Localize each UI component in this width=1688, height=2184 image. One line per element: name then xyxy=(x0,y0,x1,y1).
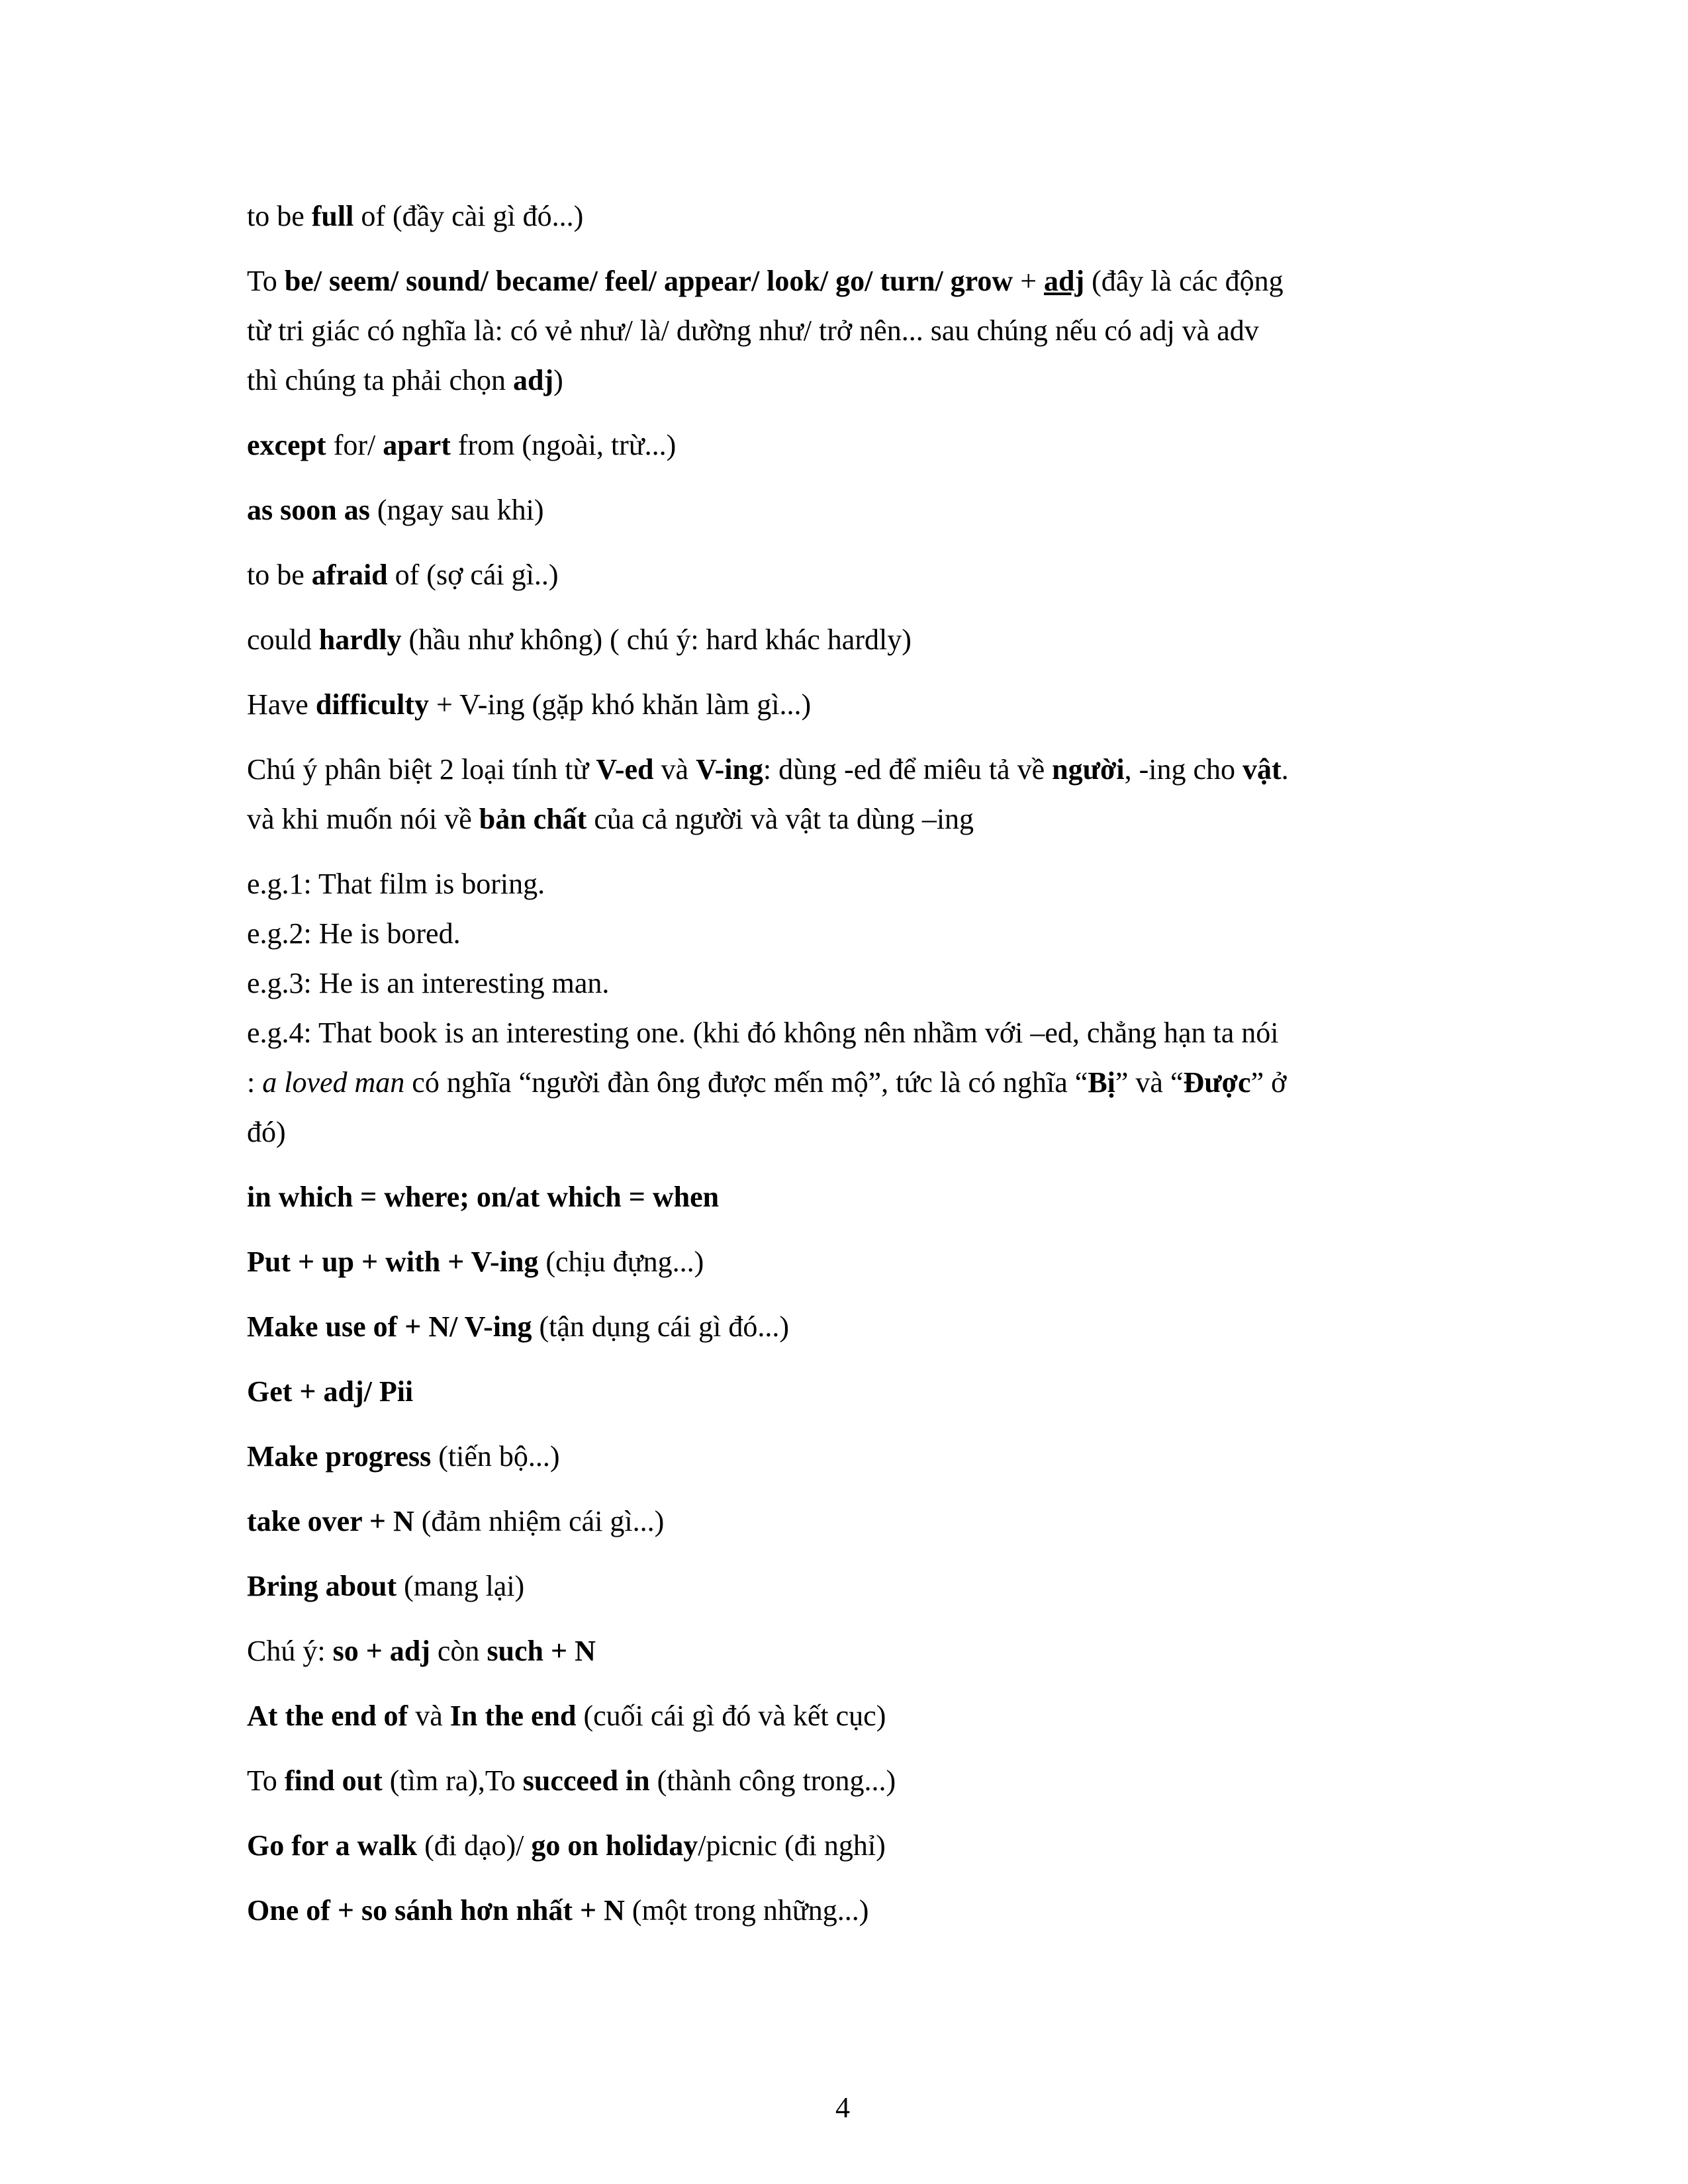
text-run: , -ing cho xyxy=(1124,753,1243,786)
text-line-except-for xyxy=(247,431,676,460)
text-run: Bring about xyxy=(247,1570,397,1602)
text-run: hardly xyxy=(318,623,402,656)
text-run: đó) xyxy=(247,1116,286,1148)
text-run: /picnic (đi nghỉ) xyxy=(698,1829,886,1862)
text-run: Chú ý phân biệt 2 loại tính từ xyxy=(247,753,596,786)
example-line-4-cont-1 xyxy=(247,1068,1286,1097)
text-run: (chịu đựng...) xyxy=(538,1246,704,1278)
text-run: người xyxy=(1052,753,1125,786)
text-run: to be xyxy=(247,559,312,591)
text-line-linking-verbs-cont-1 xyxy=(247,316,1259,345)
text-run: so + adj xyxy=(332,1635,430,1667)
text-run: (đây là các động xyxy=(1084,265,1284,297)
text-run: a loved man xyxy=(262,1066,405,1099)
text-run: (hầu như không) ( chú ý: hard khác hardly) xyxy=(401,623,912,656)
text-run: + V-ing (gặp khó khăn làm gì...) xyxy=(428,688,812,721)
text-run: Make progress xyxy=(247,1440,432,1473)
text-run: Get + adj/ Pii xyxy=(247,1375,414,1408)
text-run: (mang lại) xyxy=(397,1570,525,1602)
text-line-afraid-of xyxy=(247,561,559,590)
text-run: bản chất xyxy=(479,803,587,835)
text-run: của cả người và vật ta dùng –ing xyxy=(586,803,974,835)
text-line-get-adj xyxy=(247,1377,413,1406)
text-run: Make use of + N/ V-ing xyxy=(247,1310,532,1343)
text-run: except xyxy=(247,429,326,461)
text-run: for/ xyxy=(326,429,383,461)
text-run: be/ seem/ sound/ became/ feel/ appear/ look/ go/ turn/ grow xyxy=(284,265,1013,297)
text-line-linking-verbs xyxy=(247,267,1284,296)
text-run: (đảm nhiệm cái gì...) xyxy=(414,1505,665,1537)
text-run: adj xyxy=(513,364,554,396)
text-run: find out xyxy=(284,1764,383,1797)
text-line-put-up-with xyxy=(247,1248,704,1277)
text-run: e.g.2: He is bored. xyxy=(247,917,461,950)
text-run: Chú ý: xyxy=(247,1635,333,1667)
text-run: : xyxy=(247,1066,263,1099)
text-run: apart xyxy=(383,429,451,461)
text-run: Put + up + with + V-ing xyxy=(247,1246,539,1278)
text-run: vật xyxy=(1243,753,1282,786)
text-run: One of + so sánh hơn nhất + N xyxy=(247,1894,625,1927)
text-run: V-ed xyxy=(596,753,654,786)
text-line-ved-ving xyxy=(247,755,1289,784)
text-run: Go for a walk xyxy=(247,1829,418,1862)
text-run: succeed in xyxy=(522,1764,650,1797)
text-run: e.g.1: That film is boring. xyxy=(247,868,545,900)
text-run: ” và “ xyxy=(1115,1066,1184,1099)
text-run: + xyxy=(1013,265,1045,297)
page-number: 4 xyxy=(835,2091,850,2124)
text-run: ) xyxy=(553,364,563,396)
text-run: could xyxy=(247,623,319,656)
text-run: afraid xyxy=(311,559,388,591)
text-run: (thành công trong...) xyxy=(649,1764,896,1797)
example-line-1 xyxy=(247,870,545,899)
text-run: In the end xyxy=(449,1700,577,1732)
text-run: (ngay sau khi) xyxy=(369,494,544,526)
text-run: full xyxy=(311,200,354,232)
text-run: và xyxy=(653,753,696,786)
text-run: (tìm ra),To xyxy=(382,1764,523,1797)
text-run: Have xyxy=(247,688,316,721)
text-line-full-of xyxy=(247,202,583,231)
text-run: difficulty xyxy=(315,688,429,721)
text-run: e.g.4: That book is an interesting one. (khi đó không nên nhầm với –ed, chẳng hạn ta nói xyxy=(247,1017,1279,1049)
text-run: (một trong những...) xyxy=(624,1894,869,1927)
text-line-ved-ving-cont xyxy=(247,805,974,834)
text-run: At the end of xyxy=(247,1700,408,1732)
text-run: of (đầy cài gì đó...) xyxy=(353,200,584,232)
example-line-4 xyxy=(247,1019,1278,1048)
example-line-4-cont-2 xyxy=(247,1118,286,1147)
text-run: such + N xyxy=(487,1635,596,1667)
text-line-at-the-end xyxy=(247,1702,886,1731)
text-line-bring-about xyxy=(247,1572,524,1601)
text-run: Được xyxy=(1183,1066,1251,1099)
example-line-2 xyxy=(247,919,461,948)
text-run: in which = where; on/at which = when xyxy=(247,1181,720,1213)
text-run: To xyxy=(247,265,285,297)
text-run: V-ing xyxy=(696,753,763,786)
text-line-make-use-of xyxy=(247,1312,789,1342)
text-run: từ tri giác có nghĩa là: có vẻ như/ là/ dường như/ trở nên... sau chúng nếu có adj và adv xyxy=(247,314,1259,347)
text-run: (đi dạo)/ xyxy=(417,1829,532,1862)
text-run: To xyxy=(247,1764,285,1797)
text-run: và xyxy=(408,1700,450,1732)
text-run: e.g.3: He is an interesting man. xyxy=(247,967,610,999)
text-run: to be xyxy=(247,200,312,232)
text-run: of (sợ cái gì..) xyxy=(387,559,559,591)
text-line-have-difficulty xyxy=(247,690,811,719)
text-run: (tận dụng cái gì đó...) xyxy=(532,1310,790,1343)
text-line-find-out xyxy=(247,1766,896,1796)
text-run: from (ngoài, trừ...) xyxy=(450,429,677,461)
text-run: thì chúng ta phải chọn xyxy=(247,364,514,396)
text-run: go on holiday xyxy=(531,1829,698,1862)
text-line-linking-verbs-cont-2 xyxy=(247,366,563,395)
text-run: ” ở xyxy=(1250,1066,1287,1099)
text-line-so-such xyxy=(247,1637,596,1666)
text-run: (tiến bộ...) xyxy=(431,1440,560,1473)
text-run: take over + N xyxy=(247,1505,414,1537)
text-line-in-which xyxy=(247,1183,719,1212)
example-line-3 xyxy=(247,969,609,998)
text-run: : dùng -ed để miêu tả về xyxy=(763,753,1053,786)
text-line-one-of xyxy=(247,1896,868,1925)
text-run: (cuối cái gì đó và kết cục) xyxy=(576,1700,886,1732)
text-run: Bị xyxy=(1088,1066,1115,1099)
text-line-could-hardly xyxy=(247,625,912,655)
text-run: và khi muốn nói về xyxy=(247,803,479,835)
text-run: adj xyxy=(1044,265,1085,297)
text-run: . xyxy=(1281,753,1289,786)
text-line-take-over xyxy=(247,1507,664,1536)
text-run: còn xyxy=(430,1635,487,1667)
text-line-make-progress xyxy=(247,1442,560,1471)
text-run: có nghĩa “người đàn ông được mến mộ”, tức là có nghĩa “ xyxy=(404,1066,1088,1099)
text-line-go-for-a-walk xyxy=(247,1831,886,1860)
text-run: as soon as xyxy=(247,494,370,526)
text-line-as-soon-as xyxy=(247,496,544,525)
